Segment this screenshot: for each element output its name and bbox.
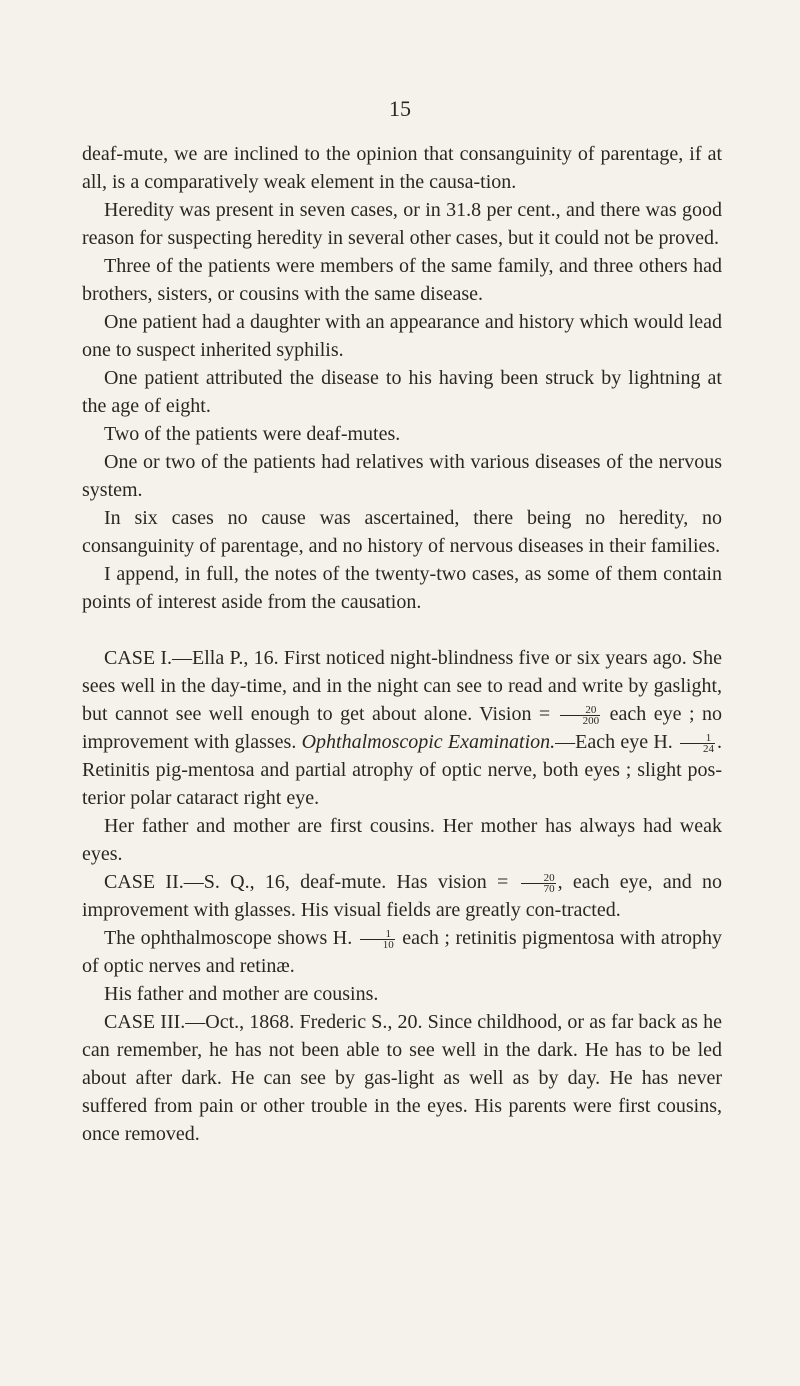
paragraph: One patient had a daughter with an appearance and history which would lead one to suspect inherited syphilis. [82,311,722,361]
fraction-denominator: 70 [543,882,555,895]
case-2-family: His father and mother are cousins. [104,983,379,1005]
paragraph: I append, in full, the notes of the twenty-two cases, as some of them contain points of interest aside from the causation. [82,563,722,613]
fraction-numerator: 20 [521,873,556,884]
case-1-text: —Each eye H. [555,731,673,753]
paragraph: One or two of the patients had relatives with various diseases of the nervous system. [82,451,722,501]
case-2-paragraph [82,868,722,924]
case-1-text: CASE I.—Ella P., 16. First noticed night-blindness five or six years ago. She sees well in the day-time, and in the night can see to read and write by gaslight, but cannot see well enough to get about alone. Vision = [82,647,722,725]
fraction-denominator: 10 [382,938,394,951]
case-1-text: each eye ; no improvement with glasses. [82,703,722,753]
paragraph: deaf-mute, we are inclined to the opinion that consanguinity of parentage, if at all, is a comparatively weak element in the causa-tion. [82,143,722,193]
page-number: 15 [389,96,411,121]
fraction-numerator: 1 [680,733,715,744]
paragraph: Heredity was present in seven cases, or in 31.8 per cent., and there was good reason for suspecting heredity in several other cases, but it could not be proved. [82,199,722,249]
case-3-paragraph: CASE III.—Oct., 1868. Frederic S., 20. Since childhood, or as far back as he can remember, he has not been able to see well in the dark. He has to be led about after dark. He can see by gas-light as well as by day. He has never suffered from pain or other trouble in the eyes. His parents were first cousins, once removed. [82,1011,722,1145]
paragraph: Three of the patients were members of the same family, and three others had brothers, sisters, or cousins with the same disease. [82,255,722,305]
fraction-numerator: 20 [560,705,601,716]
case-2-ophthalmoscope [82,924,722,980]
body-text [82,140,722,1148]
case-1-text: . Retinitis pig-mentosa and partial atrophy of optic nerve, both eyes ; slight pos-terior polar cataract right eye. [82,731,723,809]
paragraph: In six cases no cause was ascertained, there being no heredity, no consanguinity of parentage, and no history of nervous diseases in their families. [82,507,722,557]
paragraph: Two of the patients were deaf-mutes. [104,423,401,445]
paragraph: One patient attributed the disease to his having been struck by lightning at the age of eight. [82,367,722,417]
examination-heading: Ophthalmoscopic Examination. [301,731,556,753]
case-2-text: CASE II.—S. Q., 16, deaf-mute. Has vision = [104,871,509,893]
case-2-text: The ophthalmoscope shows H. [104,927,353,949]
hypermetropia-fraction [360,929,395,950]
vision-fraction [521,873,556,894]
fraction-numerator: 1 [360,929,395,940]
hypermetropia-fraction [680,733,715,754]
case-1-paragraph [82,644,722,812]
fraction-denominator: 24 [703,742,715,755]
case-2-text: each ; retinitis pigmentosa with atrophy of optic nerves and retinæ. [82,927,723,977]
case-1-family: Her father and mother are first cousins. Her mother has always had weak eyes. [82,815,722,865]
vision-fraction [560,705,601,726]
fraction-denominator: 200 [582,714,600,727]
case-2-text: , each eye, and no improvement with glasses. His visual fields are greatly con-tracted. [82,871,722,921]
